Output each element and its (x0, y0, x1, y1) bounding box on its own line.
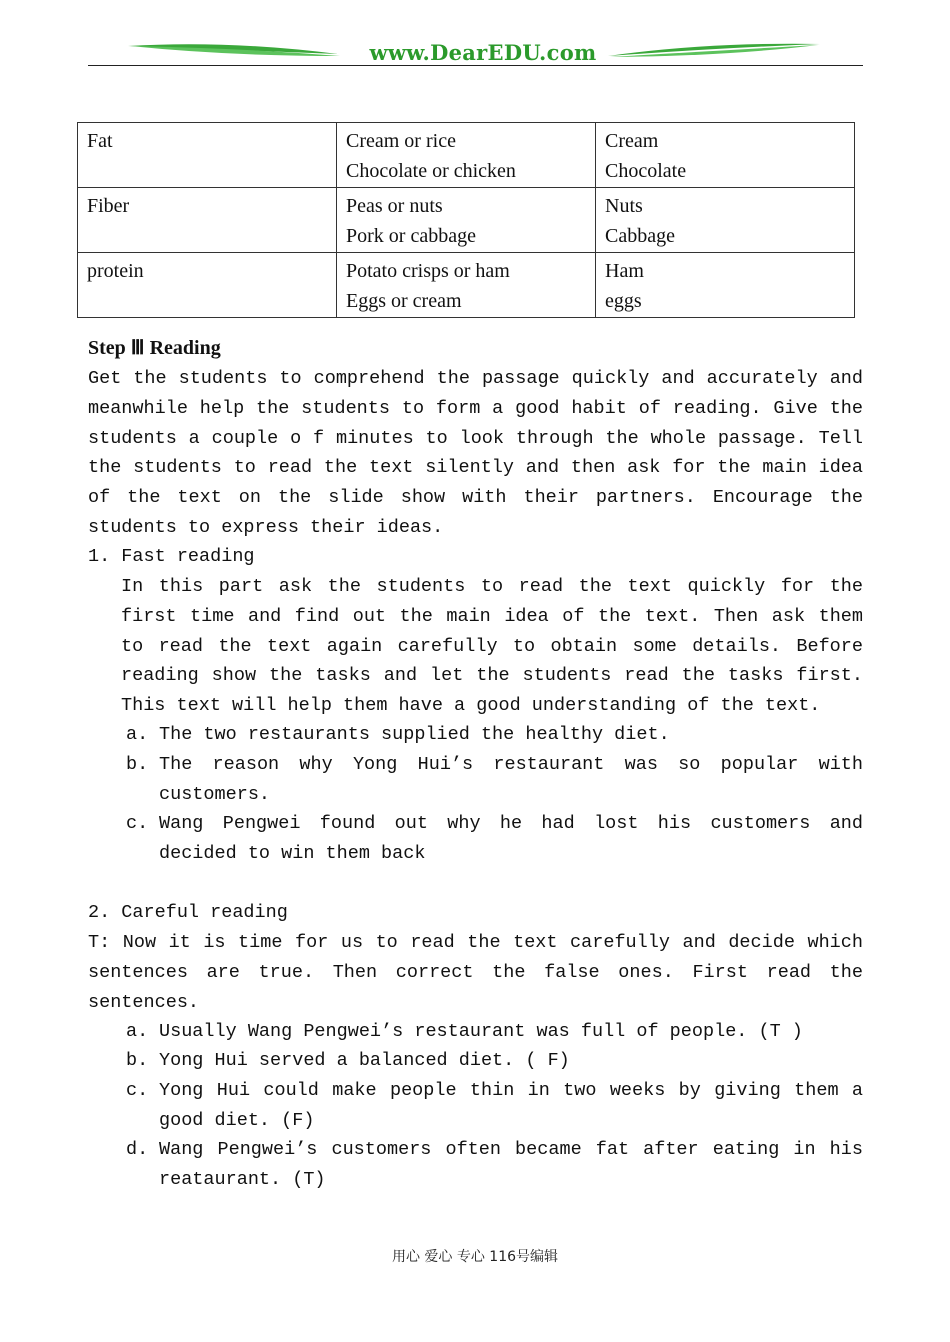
list-item: b. The reason why Yong Hui’s restaurant was so popular with customers. (126, 754, 863, 805)
list-item: c. Yong Hui could make people thin in two weeks by giving them a good diet. (F) (126, 1080, 863, 1131)
page-footer: 用心 爱心 专心 116号编辑 (391, 1249, 559, 1265)
table-row (78, 188, 855, 253)
list-item: c. Wang Pengwei found out why he had lost his customers and decided to win them back (126, 813, 863, 864)
table-row (78, 253, 855, 318)
site-logo: www.DearEDU.com (369, 40, 597, 65)
choices-cell: Peas or nuts Pork or cabbage (337, 188, 596, 253)
answers-cell: Ham eggs (596, 253, 855, 318)
nutrient-cell: Fat (78, 123, 337, 188)
list-item: a. The two restaurants supplied the healthy diet. (126, 724, 670, 745)
careful-reading-heading: 2. Careful reading (88, 902, 288, 923)
list-item: a. Usually Wang Pengwei’s restaurant was full of people. (T ) (126, 1021, 803, 1042)
careful-reading-text: T: Now it is time for us to read the text carefully and decide which sentences are true. Then correct the false ones. First read the sentences. (88, 932, 863, 1013)
nutrient-table (77, 122, 855, 318)
table-row (78, 123, 855, 188)
page-header (88, 36, 863, 70)
answers-cell: Cream Chocolate (596, 123, 855, 188)
fast-reading-text: In this part ask the students to read the text quickly for the first time and find out the main idea of the text. Then ask them to read the text again carefully to obtain some details. Before reading show the tasks and let the students read the tasks first. This text will help them have a good understanding of the text. (121, 576, 863, 716)
choices-cell: Cream or rice Chocolate or chicken (337, 123, 596, 188)
list-item: b. Yong Hui served a balanced diet. ( F) (126, 1050, 570, 1071)
fast-reading-heading: 1. Fast reading (88, 546, 255, 567)
choices-cell: Potato crisps or ham Eggs or cream (337, 253, 596, 318)
list-item: d. Wang Pengwei’s customers often became fat after eating in his reataurant. (T) (126, 1139, 863, 1190)
answers-cell: Nuts Cabbage (596, 188, 855, 253)
step-title: Step Ⅲ Reading (88, 337, 221, 359)
nutrient-cell: protein (78, 253, 337, 318)
header-divider (88, 65, 863, 66)
nutrient-cell: Fiber (78, 188, 337, 253)
intro-paragraph: Get the students to comprehend the passage quickly and accurately and meanwhile help the students to form a good habit of reading. Give the students a couple o f minutes to look through the whole passage. Tell the students to read the text silently and then ask for the main idea of the text on the slide show with their partners. Encourage the students to express their ideas. (88, 368, 863, 538)
